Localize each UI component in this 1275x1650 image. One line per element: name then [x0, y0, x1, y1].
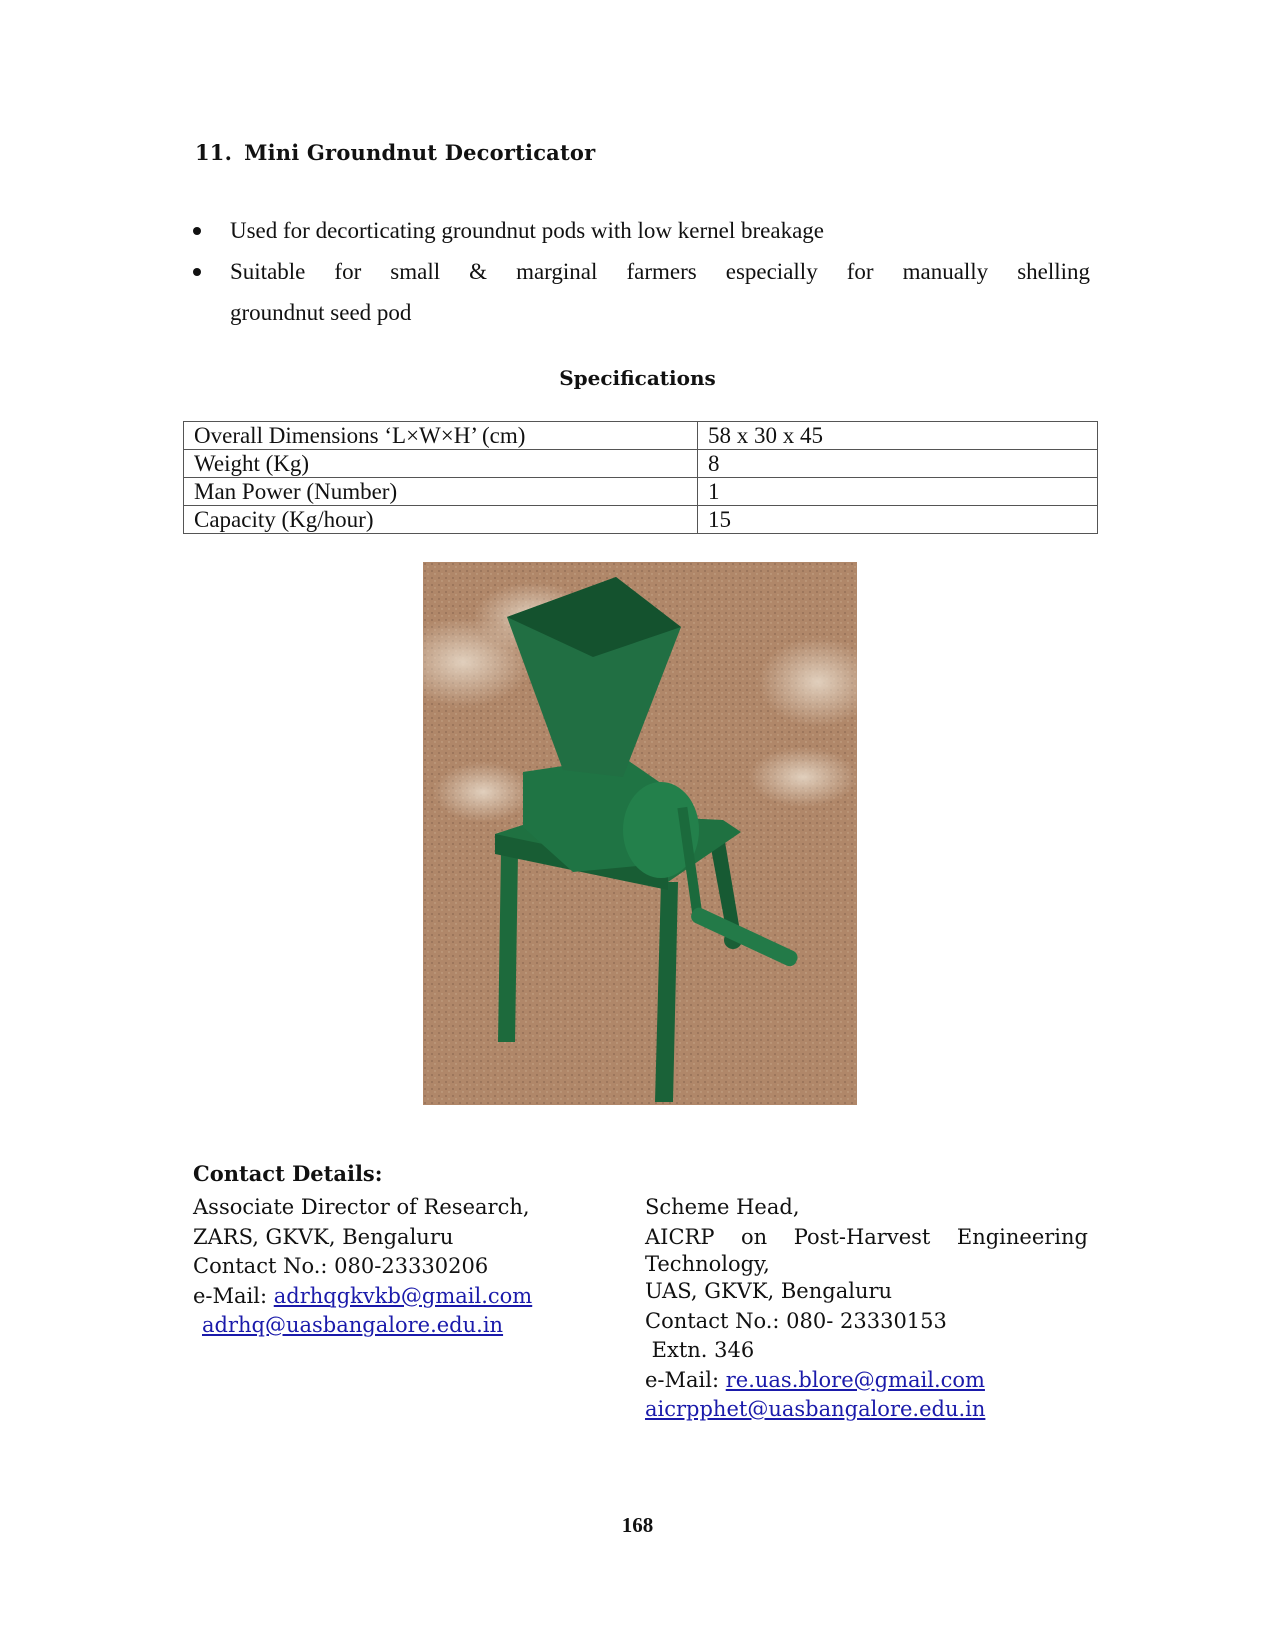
word: shelling	[1017, 259, 1091, 284]
email-label: e-Mail:	[645, 1367, 726, 1392]
email-link[interactable]: aicrpphet@uasbangalore.edu.in	[645, 1397, 986, 1421]
sunlight-patch	[748, 747, 857, 807]
word: Engineering	[956, 1224, 1088, 1249]
contact-line: ZARS, GKVK, Bengaluru	[193, 1224, 454, 1249]
bullet-icon	[193, 227, 201, 235]
list-item	[193, 251, 1090, 333]
email-link[interactable]: adrhqgkvkb@gmail.com	[273, 1283, 533, 1308]
word: marginal	[516, 259, 598, 284]
specifications-heading: Specifications	[559, 366, 716, 390]
list-item	[193, 210, 1090, 251]
sunlight-patch	[433, 762, 533, 822]
section-title-text: Mini Groundnut Decorticator	[244, 140, 596, 165]
spec-value: 1	[698, 478, 1098, 506]
word: Post-Harvest	[793, 1224, 931, 1249]
spec-value: 8	[698, 450, 1098, 478]
word: on	[741, 1224, 768, 1249]
section-number: 11.	[195, 140, 233, 165]
contact-line: Technology,	[645, 1252, 770, 1276]
contact-left	[193, 1193, 613, 1341]
contact-extension: Extn. 346	[645, 1338, 755, 1362]
email-link[interactable]: re.uas.blore@gmail.com	[725, 1367, 985, 1392]
contact-line: Associate Director of Research,	[193, 1195, 530, 1219]
email-link[interactable]: adrhq@uasbangalore.edu.in	[202, 1313, 504, 1337]
word: &	[469, 259, 488, 284]
page-number: 168	[621, 1513, 654, 1537]
spec-value: 15	[698, 506, 1098, 534]
table-row	[184, 506, 1098, 534]
contact-email-line	[193, 1282, 613, 1312]
word: for	[334, 259, 362, 284]
word: Suitable	[230, 259, 306, 284]
section-title	[195, 140, 595, 165]
table-row	[184, 478, 1098, 506]
list-item-text: Used for decorticating groundnut pods with low kernel breakage	[230, 218, 824, 243]
list-item-text-line2: groundnut seed pod	[230, 300, 412, 325]
contact-line: Scheme Head,	[645, 1195, 800, 1219]
email-label: e-Mail:	[193, 1283, 274, 1308]
word: especially	[725, 259, 818, 284]
feature-list	[193, 210, 1090, 333]
table-row	[184, 422, 1098, 450]
contact-details-heading: Contact Details:	[193, 1161, 383, 1186]
spec-label: Weight (Kg)	[184, 450, 698, 478]
word: small	[390, 259, 441, 284]
contact-email-line	[645, 1395, 1088, 1425]
specifications-table	[183, 421, 1098, 534]
contact-email-line	[645, 1366, 1088, 1396]
contact-line	[645, 1223, 1088, 1253]
contact-phone: Contact No.: 080- 23330153	[645, 1308, 947, 1333]
table-row	[184, 450, 1098, 478]
word: for	[846, 259, 874, 284]
machine-photo	[423, 562, 857, 1105]
bullet-icon	[193, 268, 201, 276]
spec-value: 58 x 30 x 45	[698, 422, 1098, 450]
decorticator-illustration	[423, 562, 857, 1105]
list-item-text-line1	[230, 251, 1090, 292]
word: farmers	[626, 259, 697, 284]
spec-label: Overall Dimensions ‘L×W×H’ (cm)	[184, 422, 698, 450]
spec-label: Capacity (Kg/hour)	[184, 506, 698, 534]
word: manually	[902, 259, 989, 284]
spec-label: Man Power (Number)	[184, 478, 698, 506]
contact-email-line	[193, 1311, 613, 1341]
contact-line: UAS, GKVK, Bengaluru	[645, 1279, 893, 1303]
word: AICRP	[645, 1224, 715, 1249]
leg	[498, 852, 518, 1042]
contact-right	[645, 1193, 1088, 1425]
contact-phone: Contact No.: 080-23330206	[193, 1254, 489, 1278]
